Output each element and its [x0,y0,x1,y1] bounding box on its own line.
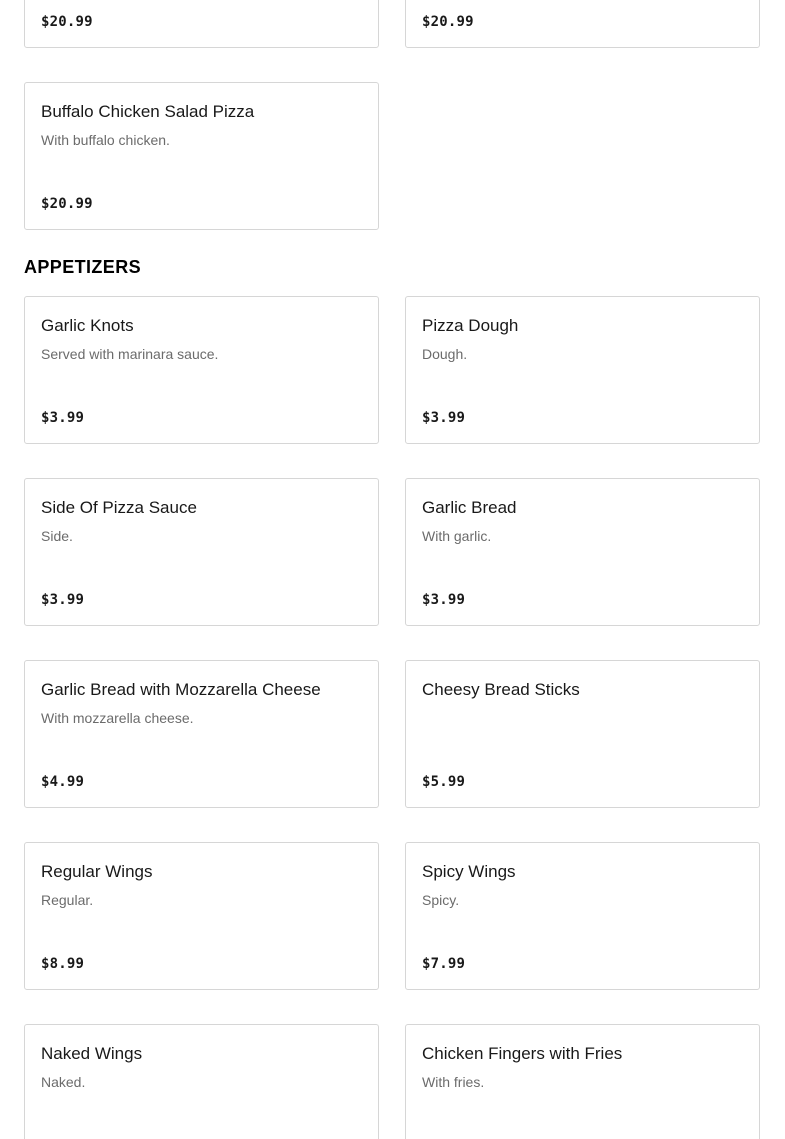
menu-item-description: With mozzarella cheese. [41,710,194,726]
menu-item-card[interactable] [24,1024,379,1139]
menu-item-card[interactable] [405,842,760,990]
menu-item-card[interactable] [405,660,760,808]
menu-item-name: Garlic Knots [41,316,134,335]
menu-item-card[interactable] [24,0,379,48]
menu-item-name: Garlic Bread with Mozzarella Cheese [41,680,321,699]
menu-item-price: $20.99 [41,196,93,212]
menu-item-name: Regular Wings [41,862,153,881]
menu-item-name: Garlic Bread [422,498,517,517]
menu-item-description: Regular. [41,892,94,908]
menu-item-card[interactable] [24,660,379,808]
menu-item-price: $20.99 [422,14,474,30]
menu-item-price: $7.99 [422,956,466,972]
section-title-appetizers: APPETIZERS [24,257,142,277]
menu-item-description: With garlic. [422,528,492,544]
menu-item-price: $8.99 [41,956,85,972]
menu-item-price: $3.99 [41,592,85,608]
menu-item-price: $20.99 [41,14,93,30]
menu-item-card[interactable] [405,296,760,444]
menu-item-description: Spicy. [422,892,460,908]
menu-item-name: Side Of Pizza Sauce [41,498,197,517]
menu-item-card[interactable] [24,82,379,230]
menu-item-name: Pizza Dough [422,316,519,335]
menu-item-description: With fries. [422,1074,485,1090]
menu-item-name: Buffalo Chicken Salad Pizza [41,102,255,121]
menu-item-price: $3.99 [41,410,85,426]
menu-item-name: Chicken Fingers with Fries [422,1044,623,1063]
menu-item-price: $3.99 [422,410,466,426]
menu-item-name: Cheesy Bread Sticks [422,680,580,699]
menu-item-card[interactable] [405,1024,760,1139]
menu-item-card[interactable] [405,478,760,626]
menu-item-description: Side. [41,528,73,544]
menu-item-description: Served with marinara sauce. [41,346,219,362]
menu-item-price: $3.99 [422,592,466,608]
menu-item-description: Dough. [422,346,468,362]
menu-item-description: Naked. [41,1074,86,1090]
menu-item-card[interactable] [24,478,379,626]
menu-item-card[interactable] [24,296,379,444]
menu-item-price: $5.99 [422,774,466,790]
menu-item-card[interactable] [405,0,760,48]
menu-item-price: $4.99 [41,774,85,790]
menu-item-name: Spicy Wings [422,862,516,881]
menu-item-description: With buffalo chicken. [41,132,170,148]
menu-item-card[interactable] [24,842,379,990]
menu-item-name: Naked Wings [41,1044,143,1063]
